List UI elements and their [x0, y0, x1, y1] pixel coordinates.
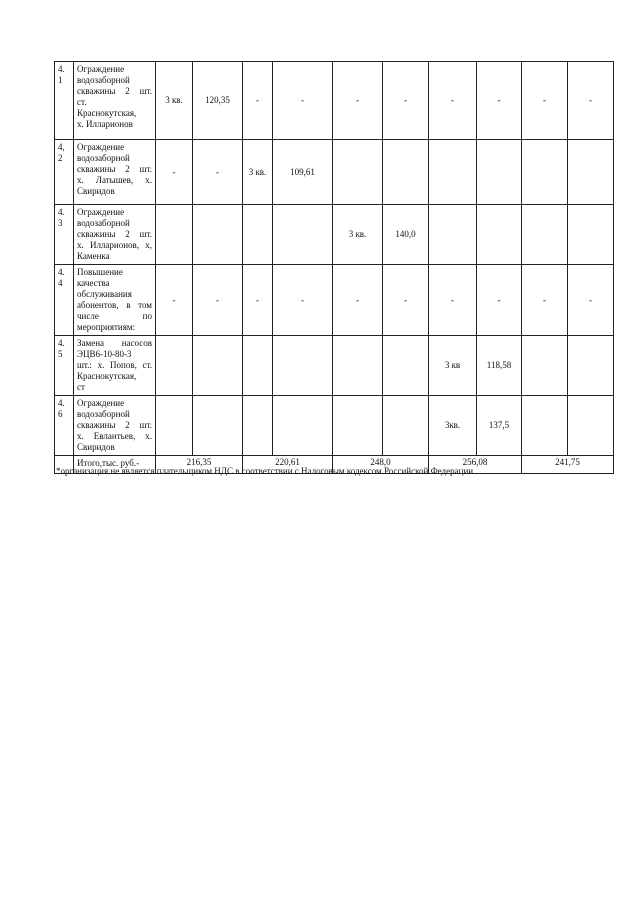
measure-name-line: числе по	[77, 311, 152, 321]
amount-cell	[383, 140, 429, 205]
measures-table	[54, 61, 614, 474]
measure-name-cell	[74, 62, 156, 140]
table-row	[55, 205, 614, 265]
amount-cell: -	[383, 62, 429, 140]
row-number-cell	[55, 336, 74, 396]
row-number-cell	[55, 265, 74, 336]
measure-name-line: качества	[77, 278, 110, 288]
table-row	[55, 396, 614, 456]
measure-name-line: ст.	[77, 97, 87, 107]
row-number-part: 3	[58, 218, 63, 228]
measure-name-line: водозаборной	[77, 218, 130, 228]
measure-name-line: ЭЦВ6-10-80-3	[77, 349, 132, 359]
amount-cell	[383, 336, 429, 396]
quarter-cell	[156, 396, 193, 456]
measure-name-cell	[74, 396, 156, 456]
amount-cell	[383, 396, 429, 456]
amount-cell	[568, 205, 614, 265]
measure-name-line: х. Латышев, х.	[77, 175, 152, 185]
measure-name-line: мероприятиям:	[77, 322, 136, 332]
quarter-cell	[522, 336, 568, 396]
table-body	[55, 62, 614, 474]
amount-cell: -	[568, 265, 614, 336]
quarter-cell: 3 кв	[429, 336, 477, 396]
amount-cell: -	[477, 265, 522, 336]
quarter-cell	[156, 336, 193, 396]
measure-name-cell	[74, 140, 156, 205]
quarter-cell	[333, 336, 383, 396]
amount-cell: -	[477, 62, 522, 140]
total-value-cell: 216,35	[156, 456, 243, 474]
amount-cell: 140,0	[383, 205, 429, 265]
quarter-cell	[243, 396, 273, 456]
amount-cell: -	[273, 62, 333, 140]
quarter-cell: -	[333, 265, 383, 336]
row-number-part: 2	[58, 153, 63, 163]
quarter-cell: -	[243, 265, 273, 336]
measure-name-cell	[74, 336, 156, 396]
amount-cell	[273, 205, 333, 265]
measure-name-line: шт.: х. Попов, ст.	[77, 360, 152, 370]
total-value-cell: 241,75	[522, 456, 614, 474]
measure-name-line: Повышение	[77, 267, 123, 277]
amount-cell	[273, 336, 333, 396]
quarter-cell: -	[156, 265, 193, 336]
row-number-cell	[55, 205, 74, 265]
measure-name-line: Краснокутская,	[77, 108, 137, 118]
measure-name-line: х. Евлантьев, х.	[77, 431, 152, 441]
amount-cell: -	[273, 265, 333, 336]
measure-name-line: скважины 2 шт.	[77, 86, 152, 96]
quarter-cell	[243, 336, 273, 396]
amount-cell: -	[193, 265, 243, 336]
footnote-text: *организация не является плательщиком НДС в соответствии с Налоговым кодексом Российской Федерации	[56, 466, 474, 476]
table-row	[55, 265, 614, 336]
measure-name-line: скважины 2 шт.	[77, 420, 152, 430]
quarter-cell: -	[333, 62, 383, 140]
total-label: Итого,тыс. руб.-	[74, 456, 156, 474]
table-row	[55, 62, 614, 140]
amount-cell	[477, 140, 522, 205]
measure-name-line: водозаборной	[77, 153, 130, 163]
quarter-cell: -	[156, 140, 193, 205]
row-number-part: 4,	[58, 142, 65, 152]
row-number-part: 4.	[58, 207, 65, 217]
amount-cell	[568, 336, 614, 396]
row-number-part: 4.	[58, 64, 65, 74]
measure-name-cell	[74, 205, 156, 265]
amount-cell	[568, 140, 614, 205]
measure-name-line: Свиридов	[77, 186, 115, 196]
quarter-cell: 3 кв.	[243, 140, 273, 205]
quarter-cell	[522, 396, 568, 456]
row-number-cell	[55, 396, 74, 456]
row-number-part: 4.	[58, 398, 65, 408]
quarter-cell	[156, 205, 193, 265]
measure-name-line: Ограждение	[77, 398, 125, 408]
quarter-cell	[522, 140, 568, 205]
quarter-cell: 3 кв.	[333, 205, 383, 265]
quarter-cell: -	[429, 62, 477, 140]
measure-name-line: Ограждение	[77, 207, 125, 217]
quarter-cell	[333, 396, 383, 456]
measure-name-line: х. Илларионов	[77, 119, 133, 129]
quarter-cell	[429, 205, 477, 265]
quarter-cell	[522, 205, 568, 265]
quarter-cell: 3 кв.	[156, 62, 193, 140]
measure-name-line: скважины 2 шт.	[77, 164, 152, 174]
total-value-cell: 248,0	[333, 456, 429, 474]
amount-cell	[477, 205, 522, 265]
table-row	[55, 140, 614, 205]
measure-name-line: абонентов, в том	[77, 300, 152, 310]
measure-name-line: Краснокутская,	[77, 371, 137, 381]
total-value-cell: 256,08	[429, 456, 522, 474]
quarter-cell: -	[522, 265, 568, 336]
amount-cell: 137,5	[477, 396, 522, 456]
measure-name-line: ст	[77, 382, 85, 392]
measure-name-line: Ограждение	[77, 64, 125, 74]
quarter-cell	[333, 140, 383, 205]
quarter-cell	[429, 140, 477, 205]
row-number-part: 4	[58, 278, 63, 288]
measure-name-line: водозаборной	[77, 75, 130, 85]
measure-name-line: х. Илларионов, х,	[77, 240, 152, 250]
row-number-cell	[55, 62, 74, 140]
total-value-cell: 220,61	[243, 456, 333, 474]
table-row	[55, 336, 614, 396]
measure-name-line: обслуживания	[77, 289, 132, 299]
amount-cell: -	[383, 265, 429, 336]
quarter-cell: -	[429, 265, 477, 336]
amount-cell	[273, 396, 333, 456]
measure-name-line: водозаборной	[77, 409, 130, 419]
row-number-part: 4.	[58, 267, 65, 277]
quarter-cell: -	[522, 62, 568, 140]
row-number-part: 6	[58, 409, 63, 419]
measure-name-line: Замена насосов	[77, 338, 152, 348]
amount-cell	[568, 396, 614, 456]
amount-cell: -	[193, 140, 243, 205]
amount-cell: 109,61	[273, 140, 333, 205]
measure-name-line: Каменка	[77, 251, 110, 261]
row-number-part: 5	[58, 349, 63, 359]
measure-name-line: Свиридов	[77, 442, 115, 452]
measure-name-line: скважины 2 шт.	[77, 229, 152, 239]
amount-cell	[193, 336, 243, 396]
amount-cell	[193, 396, 243, 456]
quarter-cell: -	[243, 62, 273, 140]
quarter-cell: 3кв.	[429, 396, 477, 456]
measure-name-cell	[74, 265, 156, 336]
amount-cell: -	[568, 62, 614, 140]
amount-cell	[193, 205, 243, 265]
amount-cell: 118,58	[477, 336, 522, 396]
row-number-cell	[55, 140, 74, 205]
row-number-part: 4.	[58, 338, 65, 348]
measure-name-line: Ограждение	[77, 142, 125, 152]
amount-cell: 120,35	[193, 62, 243, 140]
quarter-cell	[243, 205, 273, 265]
row-number-part: 1	[58, 75, 63, 85]
